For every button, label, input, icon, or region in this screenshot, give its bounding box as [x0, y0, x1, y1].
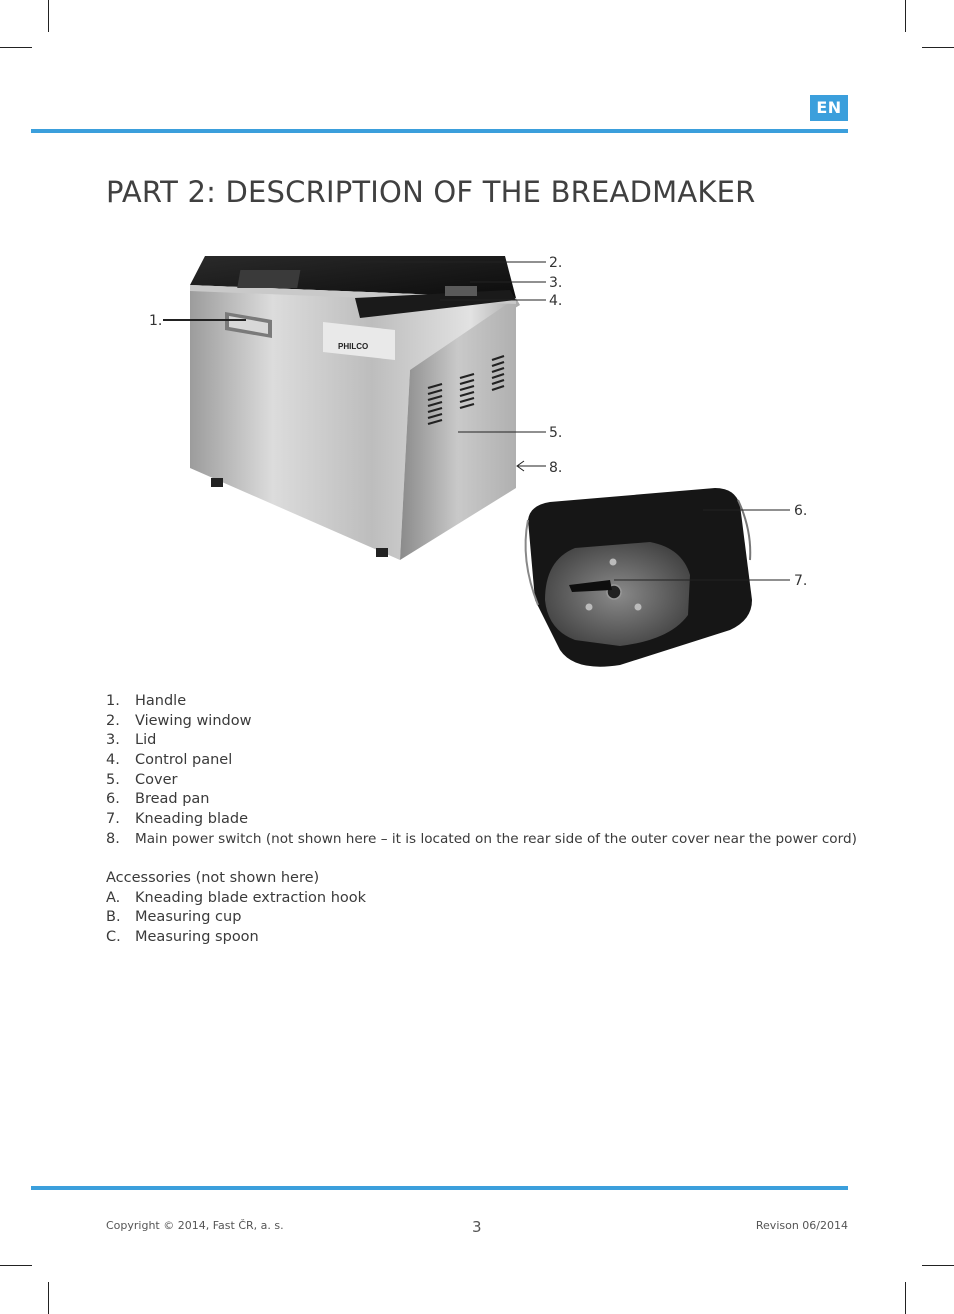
bread-pan: [526, 488, 752, 667]
list-item: 4. Control panel: [106, 752, 233, 769]
header-rule: [31, 129, 848, 133]
parts-list: [106, 692, 857, 850]
crop-mark: [0, 47, 32, 48]
list-item: 6. Bread pan: [106, 791, 210, 808]
list-item: B. Measuring cup: [106, 909, 242, 926]
callout-5: 5.: [549, 425, 563, 441]
crop-mark: [905, 0, 906, 32]
crop-mark: [48, 1282, 49, 1314]
callout-7: 7.: [794, 573, 808, 589]
accessories-title: Accessories (not shown here): [106, 870, 320, 886]
callout-3: 3.: [549, 275, 563, 291]
crop-mark: [0, 1265, 32, 1266]
page-number: 3: [472, 1218, 482, 1236]
crop-mark: [48, 0, 49, 32]
list-item: 8. Main power switch (not shown here – it is located on the rear side of the outer cover near the power cord): [106, 830, 857, 847]
brand-logo: PHILCO: [338, 342, 369, 351]
list-item: 2. Viewing window: [106, 712, 252, 729]
breadmaker-body: [190, 256, 520, 560]
list-item: A. Kneading blade extraction hook: [106, 889, 367, 906]
list-item: 3. Lid: [106, 732, 157, 749]
list-item: C. Measuring spoon: [106, 929, 259, 946]
crop-mark: [922, 47, 954, 48]
list-item: 1. Handle: [106, 693, 187, 709]
language-badge: EN: [810, 95, 848, 121]
footer-revision: Revison 06/2014: [755, 1219, 848, 1232]
crop-mark: [905, 1282, 906, 1314]
crop-mark: [922, 1265, 954, 1266]
callout-1: 1.: [149, 313, 163, 329]
breadmaker-figure: [0, 240, 954, 680]
callout-2: 2.: [549, 255, 563, 271]
callout-8: 8.: [549, 460, 563, 476]
footer-copyright: Copyright © 2014, Fast ČR, a. s.: [106, 1219, 284, 1232]
page-title: PART 2: DESCRIPTION OF THE BREADMAKER: [106, 175, 756, 209]
accessories-list: [106, 889, 366, 948]
footer-rule: [31, 1186, 848, 1190]
callout-6: 6.: [794, 503, 808, 519]
list-item: 5. Cover: [106, 771, 178, 788]
callout-4: 4.: [549, 293, 563, 309]
list-item: 7. Kneading blade: [106, 811, 248, 828]
